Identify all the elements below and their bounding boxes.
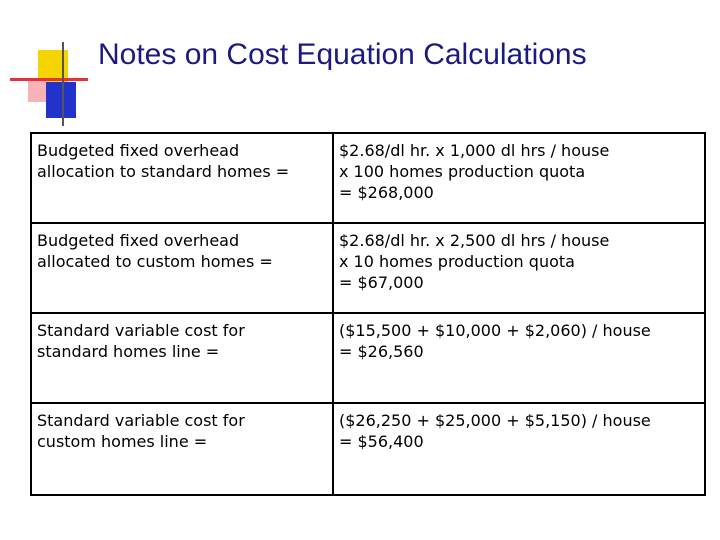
row-label: Standard variable cost for custom homes line = <box>31 403 333 495</box>
slide-logo-decoration <box>0 0 100 130</box>
table-row <box>31 403 705 495</box>
row-value: ($26,250 + $25,000 + $5,150) / house = $56,400 <box>333 403 705 495</box>
row-label: Budgeted fixed overhead allocation to standard homes = <box>31 133 333 223</box>
logo-horizontal-line <box>10 78 88 81</box>
logo-blue-square <box>46 82 76 118</box>
row-label: Standard variable cost for standard homes line = <box>31 313 333 403</box>
row-value: $2.68/dl hr. x 1,000 dl hrs / house x 100 homes production quota = $268,000 <box>333 133 705 223</box>
logo-vertical-line <box>62 42 64 126</box>
table-row <box>31 313 705 403</box>
row-value: $2.68/dl hr. x 2,500 dl hrs / house x 10 homes production quota = $67,000 <box>333 223 705 313</box>
table-row <box>31 223 705 313</box>
logo-pink-square <box>28 80 46 102</box>
row-value: ($15,500 + $10,000 + $2,060) / house = $26,560 <box>333 313 705 403</box>
cost-equation-table <box>30 132 706 496</box>
table-row <box>31 133 705 223</box>
page-title: Notes on Cost Equation Calculations <box>98 38 587 71</box>
row-label: Budgeted fixed overhead allocated to custom homes = <box>31 223 333 313</box>
